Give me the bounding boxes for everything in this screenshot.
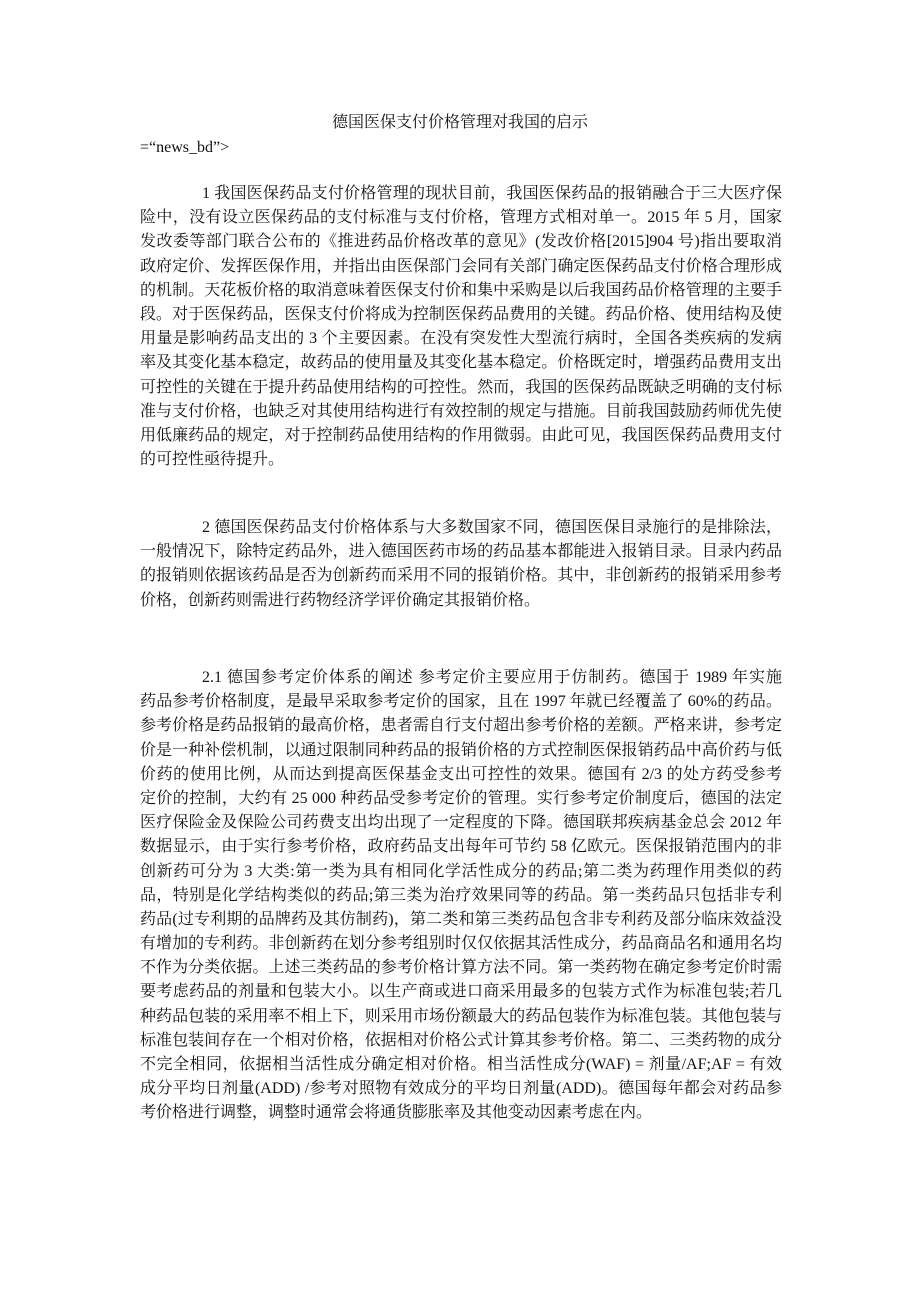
text-line: 2 德国医保药品支付价格体系与大多数国家不同，德国医保目录施行的是排除法， — [202, 519, 782, 536]
text-line: 品，特别是化学结构类似的药品;第三类为治疗效果同等的药品。第一类药品只包括非专利 — [140, 886, 782, 904]
text-line: 考价格进行调整，调整时通常会将通货膨胀率及其他变动因素考虑在内。 — [140, 1104, 653, 1122]
text-line: 2.1 德国参考定价体系的阐述 参考定价主要应用于仿制药。德国于 1989 年实施 — [202, 669, 782, 686]
paragraph-section-2 — [140, 516, 782, 613]
html-fragment-text: =“news_bd”> — [140, 139, 230, 156]
text-line: 创新药可分为 3 大类:第一类为具有相同化学活性成分的药品;第二类为药理作用类似的药 — [140, 862, 782, 880]
text-line: 发改委等部门联合公布的《推进药品价格改革的意见》(发改价格[2015]904 号)指出要取消 — [140, 233, 782, 251]
text-line: 参考价格是药品报销的最高价格，患者需自行支付超出参考价格的差额。严格来讲，参考定 — [140, 717, 782, 735]
text-line: 用量是影响药品支出的 3 个主要因素。在没有突发性大型流行病时，全国各类疾病的发病 — [140, 330, 782, 348]
text-line: 率及其变化基本稳定，故药品的使用量及其变化基本稳定。价格既定时，增强药品费用支出 — [140, 354, 782, 372]
text-line: 价药的使用比例，从而达到提高医保基金支出可控性的效果。德国有 2/3 的处方药受参考 — [140, 765, 782, 783]
text-line: 1 我国医保药品支付价格管理的现状目前，我国医保药品的报销融合于三大医疗保 — [202, 185, 782, 202]
text-line: 药品(过专利期的品牌药及其仿制药)，第二类和第三类药品包含非专利药及部分临床效益没 — [140, 910, 782, 928]
text-line: 政府定价、发挥医保作用，并指出由医保部门会同有关部门确定医保药品支付价格合理形成 — [140, 257, 782, 275]
text-line: 不作为分类依据。上述三类药品的参考价格计算方法不同。第一类药物在确定参考定价时需 — [140, 959, 782, 977]
text-line: 的机制。天花板价格的取消意味着医保支付价和集中采购是以后我国药品价格管理的主要手 — [140, 281, 782, 299]
text-line: 医疗保险金及保险公司药费支出均出现了一定程度的下降。德国联邦疾病基金总会 2012 年 — [140, 814, 782, 832]
text-line: 定价的控制，大约有 25 000 种药品受参考定价的管理。实行参考定价制度后，德国的法定 — [140, 789, 782, 807]
text-line: 可控性的关键在于提升药品使用结构的可控性。然而，我国的医保药品既缺乏明确的支付标 — [140, 378, 782, 396]
paragraph-section-2-1 — [140, 666, 782, 1126]
text-line: 准与支付价格，也缺乏对其使用结构进行有效控制的规定与措施。目前我国鼓励药师优先使 — [140, 402, 782, 420]
paragraph-section-1 — [140, 182, 782, 472]
text-line: 险中，没有设立医保药品的支付标准与支付价格，管理方式相对单一。2015 年 5 月，国家 — [140, 209, 782, 227]
text-line: 一般情况下，除特定药品外，进入德国医药市场的药品基本都能进入报销目录。目录内药品 — [140, 543, 782, 561]
text-line: 的可控性亟待提升。 — [140, 451, 285, 469]
text-line: 有增加的专利药。非创新药在划分参考组别时仅仅依据其活性成分，药品商品名和通用名均 — [140, 935, 782, 953]
text-line: 种药品包装的采用率不相上下，则采用市场份额最大的药品包装作为标准包装。其他包装与 — [140, 1007, 782, 1025]
text-line: 用低廉药品的规定，对于控制药品使用结构的作用微弱。由此可见，我国医保药品费用支付 — [140, 426, 782, 444]
text-line: 数据显示，由于实行参考价格，政府药品支出每年可节约 58 亿欧元。医保报销范围内的非 — [140, 838, 782, 856]
text-line: 价是一种补偿机制，以通过限制同种药品的报销价格的方式控制医保报销药品中高价药与低 — [140, 741, 782, 759]
text-line: 成分平均日剂量(ADD) /参考对照物有效成分的平均日剂量(ADD)。德国每年都会对药品参 — [140, 1080, 782, 1098]
text-line: 段。对于医保药品，医保支付价将成为控制医保药品费用的关键。药品价格、使用结构及使 — [140, 305, 782, 323]
text-line: 价格，创新药则需进行药物经济学评价确定其报销价格。 — [140, 591, 541, 609]
text-line: 要考虑药品的剂量和包装大小。以生产商或进口商采用最多的包装方式作为标准包装;若几 — [140, 983, 782, 1001]
document-title: 德国医保支付价格管理对我国的启示 — [331, 114, 588, 131]
text-line: 药品参考价格制度，是最早采取参考定价的国家，且在 1997 年就已经覆盖了 60%的药品。 — [140, 693, 782, 711]
text-line: 标准包装间存在一个相对价格，依据相对价格公式计算其参考价格。第二、三类药物的成分 — [140, 1031, 782, 1049]
text-line: 的报销则依据该药品是否为创新药而采用不同的报销价格。其中，非创新药的报销采用参考 — [140, 567, 782, 585]
text-line: 不完全相同，依据相当活性成分确定相对价格。相当活性成分(WAF) = 剂量/AF;AF = 有效 — [140, 1056, 782, 1073]
